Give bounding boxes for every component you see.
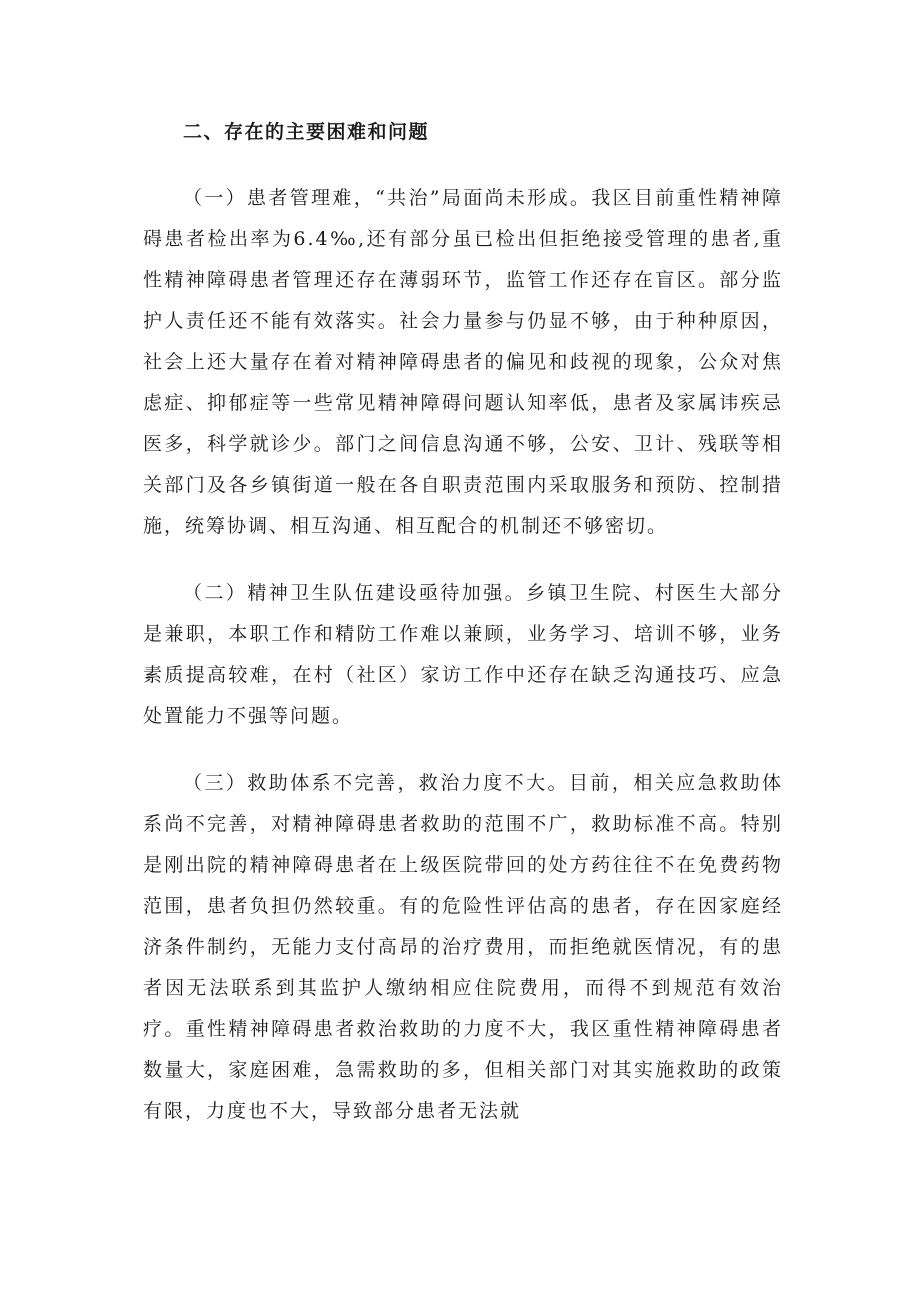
paragraph-mental-health-team: （二）精神卫生队伍建设亟待加强。乡镇卫生院、村医生大部分是兼职，本职工作和精防工作难以兼顾，业务学习、培训不够，业务素质提高较难，在村（社区）家访工作中还存在缺乏沟通技巧、应急处置能力不强等问题。	[143, 582, 783, 727]
section-heading: 二、存在的主要困难和问题	[183, 121, 430, 143]
paragraph-assistance-system: （三）救助体系不完善，救治力度不大。目前，相关应急救助体系尚不完善，对精神障碍患者救助的范围不广，救助标准不高。特别是刚出院的精神障碍患者在上级医院带回的处方药往往不在免费药物范围，患者负担仍然较重。有的危险性评估高的患者，存在因家庭经济条件制约，无能力支付高昂的治疗费用，而拒绝就医情况，有的患者因无法联系到其监护人缴纳相应住院费用，而得不到规范有效治疗。重性精神障碍患者救治救助的力度不大，我区重性精神障碍患者数量大，家庭困难，急需救助的多，但相关部门对其实施救助的政策有限，力度也不大，导致部分患者无法就	[143, 772, 783, 1122]
paragraph-patient-management: （一）患者管理难，“共治”局面尚未形成。我区目前重性精神障碍患者检出率为6.4‰,还有部分虽已检出但拒绝接受管理的患者,重性精神障碍患者管理还存在薄弱环节，监管工作还存在盲区。部分监护人责任还不能有效落实。社会力量参与仍显不够，由于种种原因，社会上还大量存在着对精神障碍患者的偏见和歧视的现象，公众对焦虑症、抑郁症等一些常见精神障碍问题认知率低，患者及家属讳疾忌医多，科学就诊少。部门之间信息沟通不够，公安、卫计、残联等相关部门及各乡镇街道一般在各自职责范围内采取服务和预防、控制措施，统筹协调、相互沟通、相互配合的机制还不够密切。	[143, 187, 783, 537]
document-page	[143, 112, 783, 1132]
